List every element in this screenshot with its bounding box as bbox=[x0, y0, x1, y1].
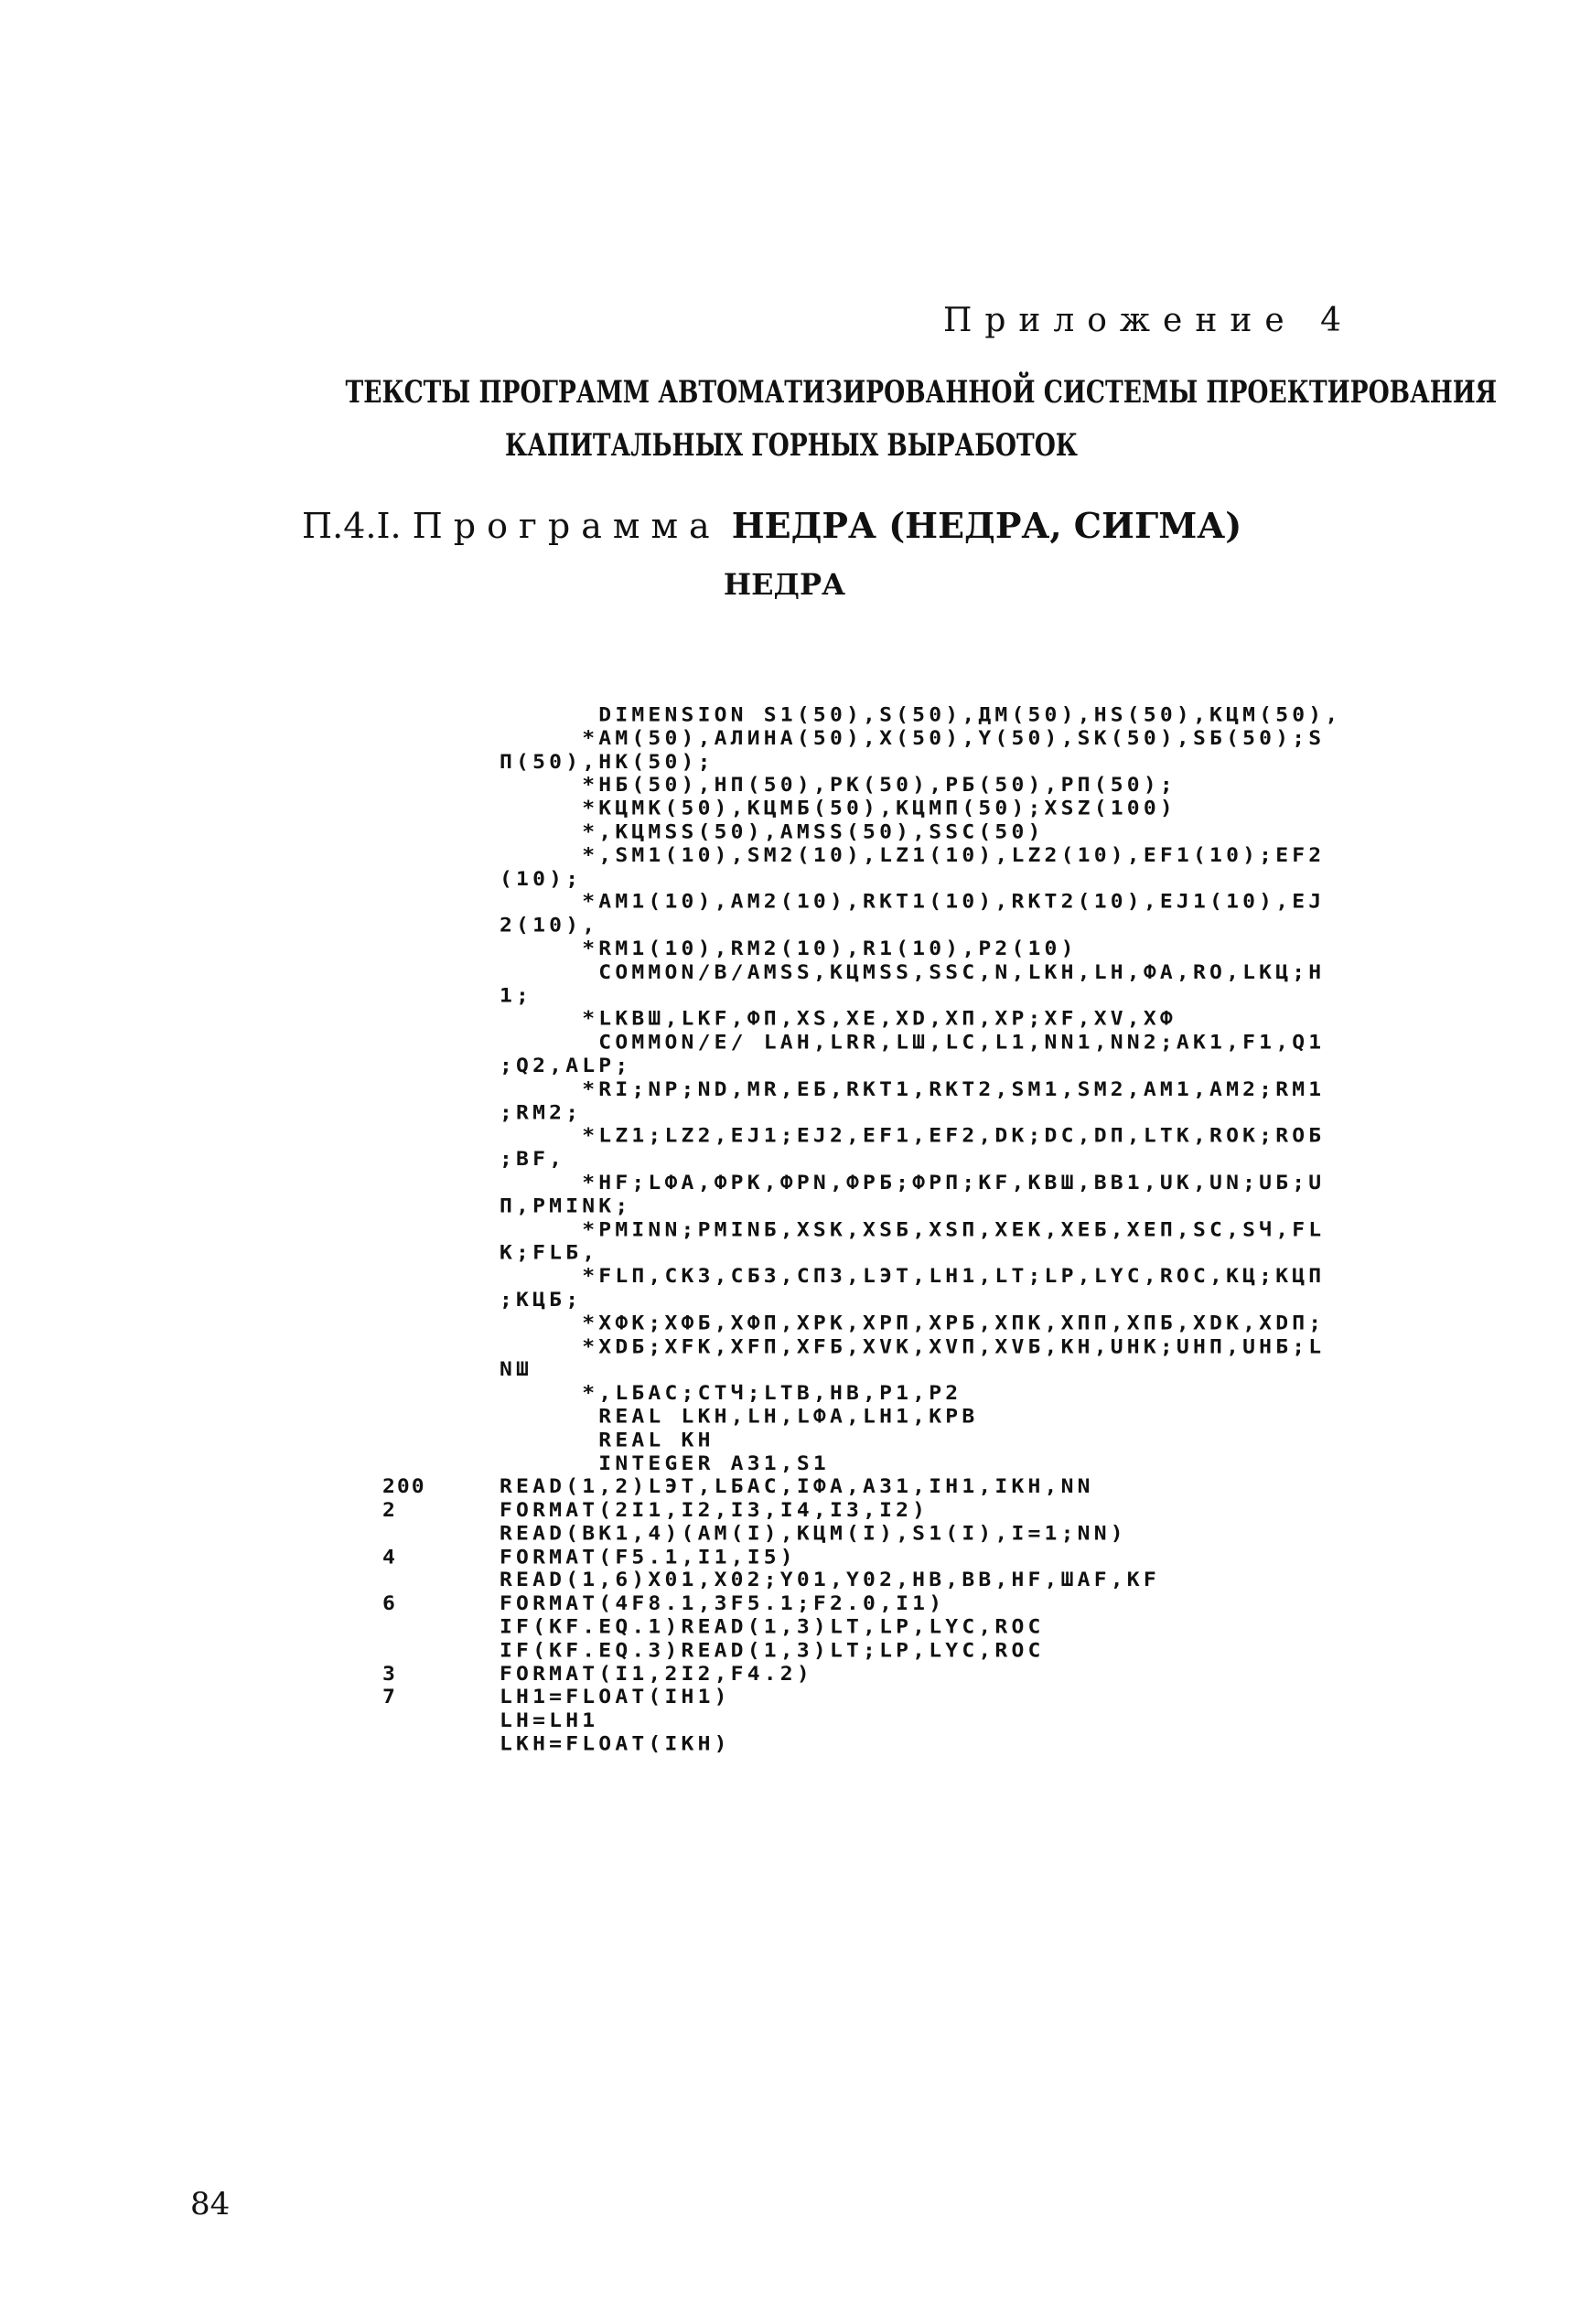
code-text: *RI;NP;ND,MR,EБ,RKT1,RKT2,SM1,SM2,AM1,AM2;RM1 bbox=[500, 1078, 1326, 1101]
code-text: FORMAT(4F8.1,3F5.1;F2.0,I1) bbox=[500, 1592, 946, 1615]
code-text: IF(KF.EQ.1)READ(1,3)LT,LP,LYC,ROC bbox=[500, 1616, 1045, 1639]
code-line bbox=[382, 1383, 1341, 1407]
code-line bbox=[382, 1406, 1341, 1430]
code-text: ;RM2; bbox=[500, 1101, 583, 1124]
code-text: INTEGER A31,S1 bbox=[500, 1452, 830, 1475]
code-line bbox=[382, 1569, 1341, 1593]
code-text: *,LБAC;CTЧ;LTB,HB,P1,P2 bbox=[500, 1382, 962, 1405]
code-text: LH=LH1 bbox=[500, 1709, 599, 1732]
code-line bbox=[382, 1195, 1341, 1219]
statement-label: 6 bbox=[382, 1592, 397, 1615]
code-line bbox=[382, 915, 1341, 938]
code-text: ;KЦБ; bbox=[500, 1289, 583, 1312]
code-text: *XФK;XФБ,XФП,XPK,XPП,XPБ,XПK,XПП,XПБ,XDK,XDП; bbox=[500, 1312, 1326, 1334]
code-text: *AM(50),AЛИНА(50),X(50),Y(50),SK(50),SБ(50);S bbox=[500, 727, 1326, 750]
main-title-line-2: КАПИТАЛЬНЫХ ГОРНЫХ ВЫРАБОТОК bbox=[505, 427, 1078, 464]
code-text: READ(1,2)LЭT,LБAC,IФA,A31,IH1,IKH,NN bbox=[500, 1475, 1094, 1498]
code-line bbox=[382, 1547, 1341, 1570]
section-number: П.4.I. bbox=[302, 506, 402, 546]
code-text: *PMINN;PMINБ,XSK,XSБ,XSП,XEK,XEБ,XEП,SC,SЧ,FL bbox=[500, 1218, 1326, 1241]
code-text: 2(10), bbox=[500, 915, 599, 937]
code-text: *,KЦMSS(50),AMSS(50),SSC(50) bbox=[500, 820, 1045, 843]
code-text: *HБ(50),HП(50),PK(50),PБ(50),PП(50); bbox=[500, 774, 1177, 797]
statement-label: 200 bbox=[382, 1475, 426, 1498]
code-line bbox=[382, 1078, 1341, 1102]
code-line bbox=[382, 1266, 1341, 1290]
code-line bbox=[382, 1032, 1341, 1055]
code-line bbox=[382, 1663, 1341, 1687]
code-line bbox=[382, 1640, 1341, 1664]
code-text: IF(KF.EQ.3)READ(1,3)LT;LP,LYC,ROC bbox=[500, 1639, 1045, 1662]
code-line bbox=[382, 1242, 1341, 1266]
code-text: LKH=FLOAT(IKH) bbox=[500, 1733, 731, 1756]
statement-label: 4 bbox=[382, 1546, 397, 1569]
code-line bbox=[382, 1523, 1341, 1547]
appendix-label: Приложение 4 bbox=[942, 302, 1354, 339]
code-line bbox=[382, 961, 1341, 985]
code-text: П,PMINK; bbox=[500, 1195, 632, 1217]
code-text: READ(1,6)X01,X02;Y01,Y02,HB,BB,HF,ШAF,KF bbox=[500, 1569, 1160, 1592]
code-text: DIMENSION S1(50),S(50),ДМ(50),HS(50),КЦМ(50), bbox=[500, 704, 1342, 726]
code-text: *XDБ;XFK,XFП,XFБ,XVK,XVП,XVБ,KH,UHK;UHП,UHБ;L bbox=[500, 1335, 1326, 1358]
code-text: *LKBШ,LKF,ФП,XS,XE,XD,XП,XP;XF,XV,XФ bbox=[500, 1008, 1177, 1031]
code-line bbox=[382, 1312, 1341, 1336]
page-number: 84 bbox=[190, 2186, 231, 2222]
code-line bbox=[382, 1359, 1341, 1383]
program-subtitle: НЕДРА bbox=[723, 567, 846, 602]
code-line bbox=[382, 892, 1341, 916]
code-line bbox=[382, 1055, 1341, 1079]
code-line bbox=[382, 844, 1341, 868]
code-line bbox=[382, 985, 1341, 1009]
code-line bbox=[382, 1149, 1341, 1173]
code-line bbox=[382, 775, 1341, 798]
main-title bbox=[345, 366, 1498, 472]
code-line bbox=[382, 704, 1341, 728]
code-line bbox=[382, 751, 1341, 775]
code-text: *HF;LФA,ФPK,ФPN,ФPБ;ФPП;KF,KBШ,BB1,UK,UN;UБ;U bbox=[500, 1172, 1326, 1194]
code-text: REAL LKH,LH,LФA,LH1,KPB bbox=[500, 1406, 979, 1429]
code-text: FORMAT(I1,2I2,F4.2) bbox=[500, 1663, 813, 1686]
code-text: COMMON/E/ LAH,LRR,LШ,LC,L1,NN1,NN2;AK1,F1,Q1 bbox=[500, 1032, 1326, 1054]
code-line bbox=[382, 1452, 1341, 1476]
code-line bbox=[382, 1593, 1341, 1617]
code-text: ;BF, bbox=[500, 1148, 566, 1171]
code-line bbox=[382, 1499, 1341, 1523]
code-text: REAL KH bbox=[500, 1429, 715, 1451]
code-text: *,SM1(10),SM2(10),LZ1(10),LZ2(10),EF1(10);EF2 bbox=[500, 844, 1326, 867]
code-text: ;Q2,ALP; bbox=[500, 1055, 632, 1077]
code-text: LH1=FLOAT(IH1) bbox=[500, 1687, 731, 1708]
code-line bbox=[382, 1616, 1341, 1640]
code-text: 1; bbox=[500, 984, 533, 1007]
code-listing bbox=[382, 704, 1341, 1757]
code-line bbox=[382, 868, 1341, 892]
code-text: (10); bbox=[500, 868, 583, 890]
code-text: READ(BK1,4)(AM(I),KЦM(I),S1(I),I=1;NN) bbox=[500, 1523, 1127, 1545]
code-line bbox=[382, 1687, 1341, 1710]
code-line bbox=[382, 1733, 1341, 1757]
code-text: FORMAT(F5.1,I1,I5) bbox=[500, 1546, 797, 1569]
code-line bbox=[382, 1335, 1341, 1359]
code-line bbox=[382, 1102, 1341, 1126]
statement-label: 7 bbox=[382, 1687, 397, 1708]
code-line bbox=[382, 938, 1341, 962]
code-text: *AM1(10),AM2(10),RKT1(10),RKT2(10),EJ1(10),EJ bbox=[500, 891, 1326, 914]
code-text: П(50),HK(50); bbox=[500, 751, 715, 774]
section-word: Программа bbox=[412, 506, 721, 546]
code-text: *LZ1;LZ2,EJ1;EJ2,EF1,EF2,DK;DC,DП,LTK,ROK;ROБ bbox=[500, 1125, 1326, 1148]
code-line bbox=[382, 1219, 1341, 1243]
code-line bbox=[382, 1008, 1341, 1032]
code-line bbox=[382, 1289, 1341, 1312]
code-text: NШ bbox=[500, 1359, 533, 1381]
code-text: K;FLБ, bbox=[500, 1242, 599, 1265]
code-line bbox=[382, 1172, 1341, 1195]
code-text: *FLП,CK3,CБ3,CП3,LЭT,LH1,LT;LP,LYC,ROC,KЦ;KЦП bbox=[500, 1265, 1326, 1288]
statement-label: 3 bbox=[382, 1663, 397, 1686]
code-line bbox=[382, 1710, 1341, 1734]
code-text: FORMAT(2I1,I2,I3,I4,I3,I2) bbox=[500, 1499, 930, 1522]
section-title bbox=[302, 505, 1241, 546]
main-title-line-1: ТЕКСТЫ ПРОГРАММ АВТОМАТИЗИРОВАННОЙ СИСТЕМЫ ПРОЕКТИРОВАНИЯ bbox=[345, 374, 1498, 411]
code-text: COMMON/B/AMSS,KЦMSS,SSC,N,LKH,LH,ФA,RO,LKЦ;H bbox=[500, 961, 1326, 984]
code-line bbox=[382, 728, 1341, 752]
code-line bbox=[382, 1430, 1341, 1453]
code-line bbox=[382, 1125, 1341, 1149]
code-text: *RM1(10),RM2(10),R1(10),P2(10) bbox=[500, 937, 1078, 960]
statement-label: 2 bbox=[382, 1499, 397, 1522]
code-text: *KЦMK(50),KЦMБ(50),KЦMП(50);XSZ(100) bbox=[500, 798, 1177, 820]
section-name: НЕДРА (НЕДРА, СИГМА) bbox=[731, 505, 1242, 546]
code-line bbox=[382, 798, 1341, 821]
code-line bbox=[382, 821, 1341, 845]
code-line bbox=[382, 1476, 1341, 1500]
